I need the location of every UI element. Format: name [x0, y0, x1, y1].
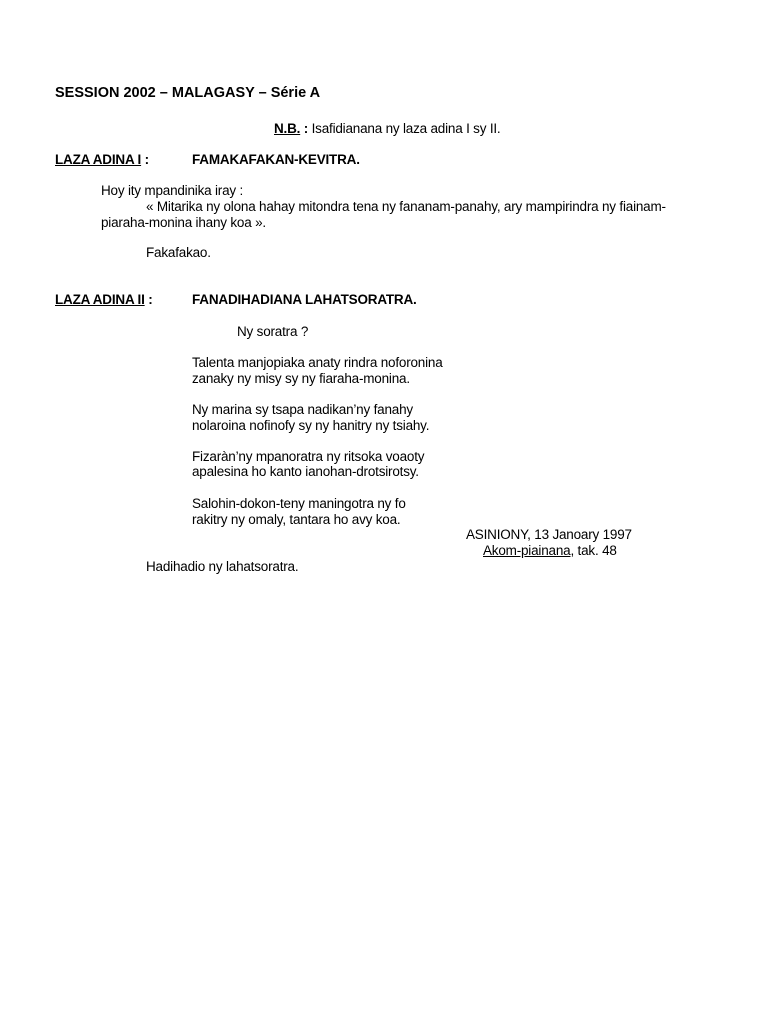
part1-heading: FAMAKAFAKAN-KEVITRA. [192, 152, 360, 167]
poem-line: Salohin-dokon-teny maningotra ny fo [192, 496, 406, 511]
attribution-source-line [483, 543, 617, 559]
part1-label-group [55, 152, 149, 168]
poem-line: apalesina ho kanto ianohan-drotsirotsy. [192, 464, 419, 479]
nb-text: Isafidianana ny laza adina I sy II. [308, 121, 501, 136]
part1-colon: : [141, 152, 149, 167]
nb-colon: : [300, 121, 309, 136]
poem-line: zanaky ny misy sy ny fiaraha-monina. [192, 371, 410, 386]
poem-title: Ny soratra ? [237, 324, 309, 339]
poem-line: Talenta manjopiaka anaty rindra noforonina [192, 355, 443, 370]
part1-quote-line1: « Mitarika ny olona hahay mitondra tena ny fananam-panahy, ary mampirindra ny fiainam- [146, 199, 666, 214]
part2-colon: : [144, 292, 153, 307]
attribution-source: Akom-piainana [483, 543, 571, 558]
part2-heading: FANADIHADIANA LAHATSORATRA. [192, 292, 417, 307]
poem-line: rakitry ny omaly, tantara ho avy koa. [192, 512, 401, 527]
nb-label: N.B. [274, 121, 301, 136]
part2-label-group [55, 292, 153, 308]
poem-line: Fizaràn’ny mpanoratra ny ritsoka voaoty [192, 449, 425, 464]
part1-label: LAZA ADINA I [55, 152, 142, 167]
poem-line: Ny marina sy tsapa nadikan’ny fanahy [192, 402, 413, 417]
nb-note [274, 121, 500, 137]
part1-instruction: Fakafakao. [146, 245, 211, 260]
part2-label: LAZA ADINA II [55, 292, 145, 307]
part2-instruction: Hadihadio ny lahatsoratra. [146, 559, 299, 574]
part1-quote-line2: piaraha-monina ihany koa ». [101, 215, 266, 230]
poem-line: nolaroina nofinofy sy ny hanitry ny tsiahy. [192, 418, 430, 433]
part1-intro: Hoy ity mpandinika iray : [101, 183, 244, 198]
attribution-author-date: ASINIONY, 13 Janoary 1997 [466, 527, 632, 542]
attribution-page: , tak. 48 [570, 543, 617, 558]
exam-title: SESSION 2002 – MALAGASY – Série A [55, 85, 321, 101]
